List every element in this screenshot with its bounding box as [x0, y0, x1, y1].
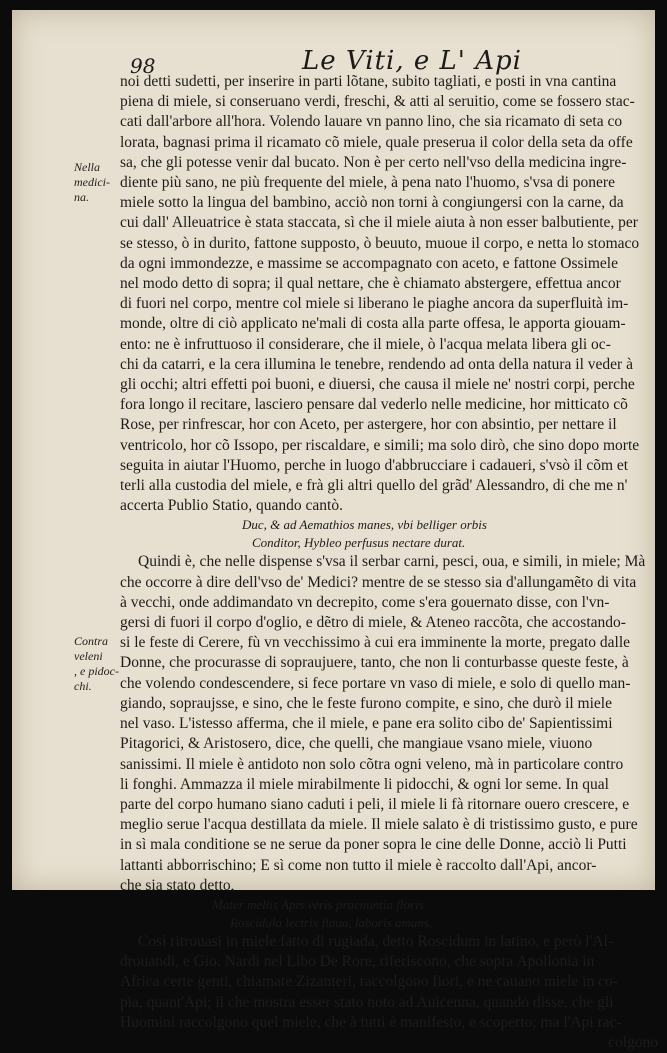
text-line: Huomini raccolgono quel miele, che à tutti è manifesto, e scoperto; ma l'Api rac-: [120, 1013, 622, 1031]
page-number: 98: [130, 54, 156, 78]
verse-line: Duc, & ad Aemathios manes, vbi belliger orbis: [242, 517, 487, 533]
verse-line: Roscidula lectrix flaua, laboris amans.: [230, 914, 433, 930]
text-line: lorata, bagnasi prima il ricamato cõ miele, quale preserua il color della seta da offe: [120, 133, 633, 151]
margin-note-line: na.: [74, 190, 89, 204]
margin-note-line: , e pidoc-: [74, 664, 119, 678]
margin-note-line: veleni: [74, 649, 103, 663]
text-line: parte del corpo humano siano caduti i peli, il miele li fà ritornare ouero crescere, e: [120, 795, 630, 813]
text-line: accerta Publio Statio, quando cantò.: [120, 497, 343, 515]
text-line: colgono: [608, 1033, 658, 1051]
text-line: li fonghi. Ammazza il miele mirabilmente li pidocchi, & ogni lor seme. In qual: [120, 775, 609, 793]
text-line: terli alla custodia del miele, e frà gli altri quello del grãd' Alessandro, di che me n': [120, 477, 628, 495]
text-line: gersi di fuori il corpo d'oglio, e dẽtro di miele, & Ateneo raccõta, che accostando-: [120, 614, 626, 632]
text-line: seguita in aiutar l'Huomo, perche in luogo d'abbrucciare i cadaueri, s'vsò il cõm et: [120, 456, 629, 474]
paragraph-block: [120, 932, 658, 1053]
text-line: che volendo condescendere, si fece portare vn vaso di miele, e solo di quello man-: [120, 674, 631, 692]
text-line: se stesso, ò in durito, fattone supposto, ò beuuto, muoue il corpo, e netta lo stomaco: [120, 234, 640, 252]
text-line: si le feste di Cerere, fù vn vecchissimo à cui era imminente la morte, pregato dalle: [120, 634, 631, 652]
margin-note-veleni: [74, 634, 120, 694]
text-line: di fuori nel corpo, mentre col miele si liberano le piaghe ancora da superfluità im-: [120, 295, 629, 313]
text-line: che occorre à dire dell'vso de' Medici? mentre de se stesso sia d'allungamẽto di vita: [120, 573, 637, 591]
body-text: [120, 72, 658, 1053]
verse-line: Mater mellis Apis veris praenuntia floris: [212, 896, 424, 912]
text-line: giando, sopraujsse, e sino, che le feste furono compite, e sino, che durò il miele: [120, 694, 612, 712]
text-line: da ogni immondezze, e massime se accompagnato con aceto, e fattone Ossimele: [120, 254, 618, 272]
book-page: [12, 10, 658, 1051]
text-line: meglio serue l'acqua destillata da miele. Il miele salato è di tristissimo gusto, e pure: [120, 816, 638, 834]
text-line: che sia stato detto,: [120, 876, 235, 894]
text-line: diente più sano, ne più frequente del miele, à pena nato l'huomo, s'vsa di ponere: [120, 174, 615, 192]
text-line: Pitagorici, & Aristosero, dice, che quelli, che mangiaue vsano miele, viuono: [120, 735, 593, 753]
text-line: cati dall'arbore all'hora. Volendo lauare vn panno lino, che sia ricamato di seta co: [120, 113, 623, 131]
verse-line: Conditor, Hybleo perfusus nectare durat.: [252, 535, 466, 551]
text-line: ento: ne è infruttuoso il considerare, che il miele, ò l'acqua melata libera gli oc-: [120, 335, 611, 353]
margin-note-line: Contra: [74, 634, 109, 648]
text-line: ventricolo, hor cõ Issopo, per riscaldare, e simili; ma solo dirò, che sino dopo morte: [120, 436, 640, 454]
running-head: Le Viti, e L' Api: [302, 46, 522, 76]
margin-note-medicina: [74, 160, 120, 205]
text-line: fora longo il recitare, lasciero pensare dal vederlo nelle medicine, hor mitticato cõ: [120, 396, 628, 414]
margin-note-line: chi.: [74, 679, 92, 693]
margin-note-line: Nella: [74, 160, 100, 174]
text-line: in sì mala conditione se ne serue da poner sopra le cine delle Donne, acciò li Putti: [120, 836, 627, 854]
text-line: noi detti sudetti, per inserire in parti lõtane, subito tagliati, e posti in vna cantina: [120, 73, 617, 90]
text-line: pia, quant'Api; il che mostra esser stato noto ad Auicenna, quando disse, che gli: [120, 993, 614, 1011]
text-line: chi da catarri, e la cera illumina le tenebre, rendendo ad onta della natura il veder à: [120, 355, 633, 373]
text-line: monde, oltre di ciò applicato ne'mali di costa alla parte offesa, le apporta giouam-: [120, 315, 626, 333]
text-line: gli occhi; altri effetti poi buoni, e diuersi, che causa il miele ne' nostri corpi, perche: [120, 376, 635, 394]
text-line: lattanti abborrischino; E sì come non tutto il miele è raccolto dall'Api, ancor-: [120, 856, 597, 874]
text-line: sa, che gli potesse venir dal bucato. Non è per certo nell'vso della medicina ingre-: [120, 153, 627, 171]
text-line: à vecchi, onde addimandato vn decrepito, come s'era gouernato disse, con l'vn-: [120, 593, 610, 611]
text-line: cui dall' Alleuatrice è stata staccata, sì che il miele aiuta à non esser balbutiente, per: [120, 214, 638, 232]
text-line: sanissimi. Il miele è antidoto non solo cõtra ogni veleno, mà in particolare contro: [120, 755, 624, 773]
text-line: nel vaso. L'istesso afferma, che il miele, e pane era solito cibo de' Sapientissimi: [120, 715, 613, 733]
paragraph-block: [120, 72, 658, 516]
text-line: Africa certe genti, chiamate Zizanteri, raccolgono fiori, e ne cauano miele in co-: [120, 973, 618, 991]
paragraph-block: [120, 552, 658, 895]
text-line: Così ritrouasi in miele fatto di rugiada, detto Roscidum in latino, e però l'Al-: [138, 932, 614, 950]
text-line: piena di miele, si conseruano verdi, freschi, & atti al seruitio, come se fossero stac-: [120, 93, 635, 111]
text-line: Rose, per rinfrescar, hor con Aceto, per astergere, hor con absintio, per nettare il: [120, 416, 617, 434]
margin-note-line: medici-: [74, 175, 110, 189]
text-line: drouandi, e Gio. Nardi nel Libo De Rore, riferiscono, che sopra Apollonia in: [120, 953, 595, 971]
text-line: miele sotto la lingua del bambino, acciò non torni à congiungersi con la carne, da: [120, 194, 624, 212]
text-line: Donne, che procurasse di sopraujuere, tanto, che non li conturbasse queste feste, à: [120, 654, 629, 672]
text-line: nel modo detto di sopra; il qual nettare, che è chiamato abstergere, effettua ancor: [120, 275, 621, 293]
text-line: Quindi è, che nelle dispense s'vsa il serbar carni, pesci, oua, e simili, in miele; Mà: [138, 553, 646, 571]
